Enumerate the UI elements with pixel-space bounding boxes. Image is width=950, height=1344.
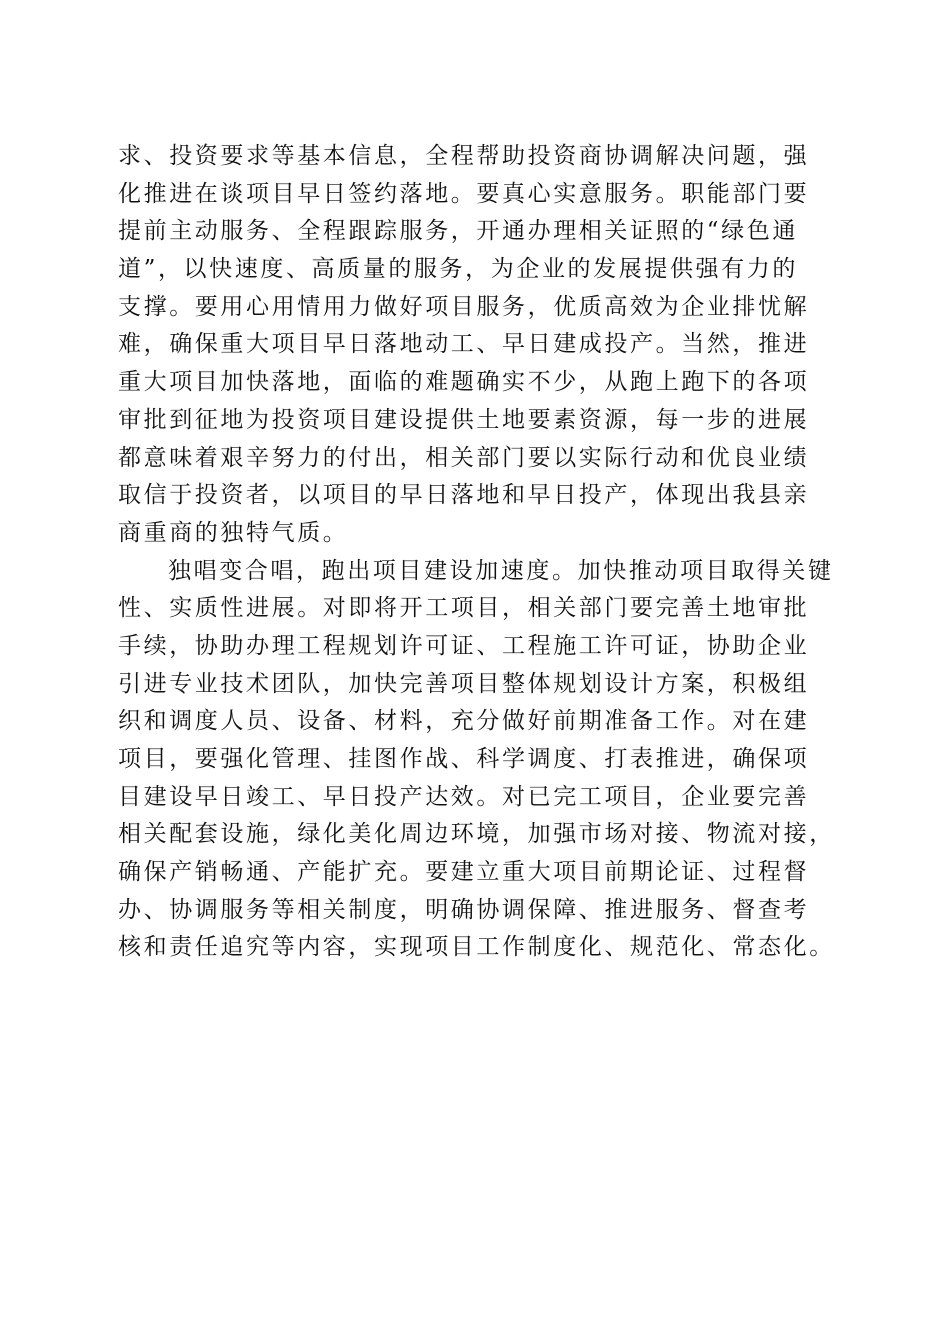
text-line: 手续，协助办理工程规划许可证、工程施工许可证，协助企业 [118,632,810,659]
text-line: 织和调度人员、设备、材料，充分做好前期准备工作。对在建 [118,708,810,735]
text-line: 支撑。要用心用情用力做好项目服务，优质高效为企业排忧解 [118,293,810,320]
text-line: 相关配套设施，绿化美化周边环境，加强市场对接、物流对接， [118,821,835,848]
text-line: 化推进在谈项目早日签约落地。要真心实意服务。职能部门要 [118,180,810,207]
text-line: 核和责任追究等内容，实现项目工作制度化、规范化、常态化。 [118,934,835,961]
text-line: 目建设早日竣工、早日投产达效。对已完工项目，企业要完善 [118,783,810,810]
paragraph-2 [118,553,838,968]
text-line: 确保产销畅通、产能扩充。要建立重大项目前期论证、过程督 [118,859,810,886]
text-line: 难，确保重大项目早日落地动工、早日建成投产。当然，推进 [118,331,810,358]
text-line: 项目，要强化管理、挂图作战、科学调度、打表推进，确保项 [118,746,810,772]
text-line: 引进专业技术团队，加快完善项目整体规划设计方案，积极组 [118,670,810,697]
text-line: 重大项目加快落地，面临的难题确实不少，从跑上跑下的各项 [118,369,810,396]
text-line: 办、协调服务等相关制度，明确协调保障、推进服务、督查考 [118,896,810,923]
text-line: 取信于投资者，以项目的早日落地和早日投产，体现出我县亲 [118,482,810,509]
text-line: 提前主动服务、全程跟踪服务，开通办理相关证照的“绿色通 [118,218,798,245]
text-line: 求、投资要求等基本信息，全程帮助投资商协调解决问题，强 [118,143,810,169]
text-line: 道”，以快速度、高质量的服务，为企业的发展提供强有力的 [118,256,798,283]
text-line: 都意味着艰辛努力的付出，相关部门要以实际行动和优良业绩 [118,444,810,471]
text-line: 性、实质性进展。对即将开工项目，相关部门要完善土地审批 [118,595,810,622]
paragraph-1 [118,138,838,553]
text-line: 审批到征地为投资项目建设提供土地要素资源，每一步的进展 [118,406,810,433]
text-line-first: 独唱变合唱，跑出项目建设加速度。加快推动项目取得关键 [168,557,834,584]
body-text [118,138,838,967]
text-line: 商重商的独特气质。 [118,519,349,546]
